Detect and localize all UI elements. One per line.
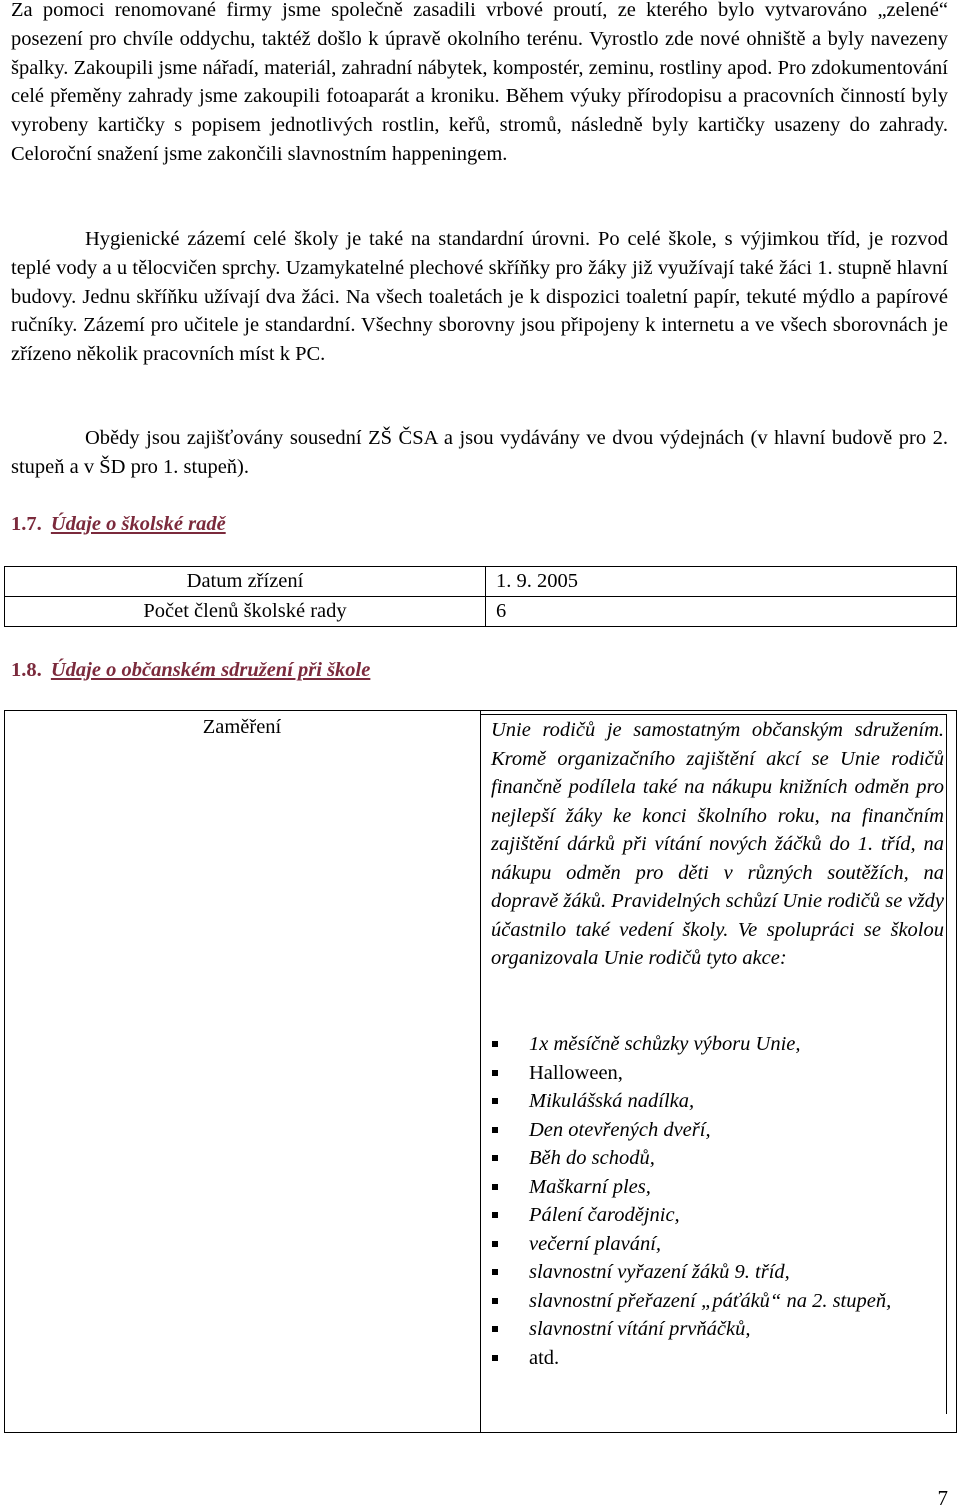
lunch-paragraph [11,424,948,482]
list-item-text: Pálení čarodějnic, [529,1204,680,1226]
list-item [491,1059,944,1088]
square-bullet-icon [492,1212,498,1218]
list-item [491,1315,944,1344]
list-item [491,1173,944,1202]
list-item [491,1201,944,1230]
table-row [5,597,957,627]
square-bullet-icon [492,1041,498,1047]
table-cell-label: Počet členů školské rady [5,597,486,627]
association-label: Zaměření [202,716,282,738]
list-item-text: slavnostní vyřazení žáků 9. tříd, [529,1261,790,1283]
square-bullet-icon [492,1355,498,1361]
table-cell-label: Datum zřízení [5,567,486,597]
list-item-text: Běh do schodů, [529,1147,655,1169]
table-cell-value: 1. 9. 2005 [486,567,957,597]
list-item-text: večerní plavání, [529,1232,662,1255]
list-item [491,1258,944,1287]
list-item-text: 1x měsíčně schůzky výboru Unie, [529,1033,801,1055]
section-number: 1.8. [11,659,42,681]
section-title: Údaje o občanském sdružení při škole [50,659,371,681]
list-item [491,1344,944,1373]
section-title: Údaje o školské radě [50,513,226,535]
association-actions-list [491,1030,944,1372]
school-board-table [4,566,957,627]
section-heading-association [11,656,370,684]
list-item-text: slavnostní vítání prvňáčků, [529,1318,751,1340]
square-bullet-icon [492,1127,498,1133]
list-item-text: atd. [529,1346,560,1369]
square-bullet-icon [492,1298,498,1304]
inner-border-line [946,714,947,1414]
list-item-text: Maškarní ples, [529,1175,651,1198]
table-row [5,567,957,597]
hygiene-paragraph [11,225,948,369]
square-bullet-icon [492,1269,498,1275]
inner-border-line [480,714,946,715]
hygiene-text: Hygienické zázemí celé školy je také na standardní úrovni. Po celé škole, s výjimkou tříd, je rozvod teplé vody a u tělocvičen sprchy. Uzamykatelné plechové skříňky pro žáky již využívají také žáci 1. stupně hlavní budovy. Jednu skříňku užívají dva žáci. Na všech toaletách je k dispozici toaletní papír, tekuté mýdlo a papírové ručníky. Zázemí pro učitele je standardní. Všechny sborovny jsou připojeny k internetu a ve všech sborovnách je zřízeno několik pracovních míst k PC. [11,228,948,366]
list-item [491,1116,944,1145]
lunch-text: Obědy jsou zajišťovány sousední ZŠ ČSA a jsou vydávány ve dvou výdejnách (v hlavní budově pro 2. stupeň a v ŠD pro 1. stupeň). [11,427,948,478]
garden-paragraph: Za pomoci renomované firmy jsme společně zasadili vrbové proutí, ze kterého bylo vytvarováno „zelené“ posezení pro chvíle oddychu, taktéž došlo k úpravě okolního terénu. Vyrostlo zde nové ohniště a byly navezeny špalky. Zakoupili jsme nářadí, materiál, zahradní nábytek, kompostér, zeminu, rostliny apod. Pro zdokumentování celé přeměny zahrady jsme zakoupili fotoaparát a kroniku. Během výuky přírodopisu a pracovních činností byly vyrobeny kartičky s popisem jednotlivých rostlin, keřů, stromů, následně byly kartičky usazeny do zahrady. Celoroční snažení jsme zakončili slavnostním happeningem. [11,0,948,165]
square-bullet-icon [492,1155,498,1161]
list-item [491,1230,944,1259]
square-bullet-icon [492,1241,498,1247]
square-bullet-icon [492,1326,498,1332]
section-number: 1.7. [11,513,42,535]
page-number: 7 [937,1486,948,1510]
list-item [491,1087,944,1116]
square-bullet-icon [492,1070,498,1076]
list-item-text: Den otevřených dveří, [529,1118,711,1141]
association-description: Unie rodičů je samostatným občanským sdružením. Kromě organizačního zajištění akcí se Unie rodičů finančně podílela také na nákupu knižních odměn pro nejlepší žáky ke konci školního roku, na finančním zajištění dárků při vítání nových žáčků do 1. tříd, na nákupu odměn pro děti v různých soutěžích, na dopravě žáků. Pravidelných schůzí Unie rodičů se vždy účastnilo také vedení školy. Ve spolupráci se školou organizovala Unie rodičů tyto akce: [491,719,944,969]
list-item [491,1030,944,1059]
square-bullet-icon [492,1184,498,1190]
list-item-text: slavnostní přeřazení „páťáků“ na 2. stupeň, [529,1289,892,1312]
list-item-text: Mikulášská nadílka, [529,1090,695,1112]
section-heading-school-board [11,510,226,538]
table-cell-value: 6 [486,597,957,627]
square-bullet-icon [492,1098,498,1104]
list-item [491,1144,944,1173]
list-item [491,1287,944,1316]
list-item-text: Halloween, [529,1061,623,1084]
